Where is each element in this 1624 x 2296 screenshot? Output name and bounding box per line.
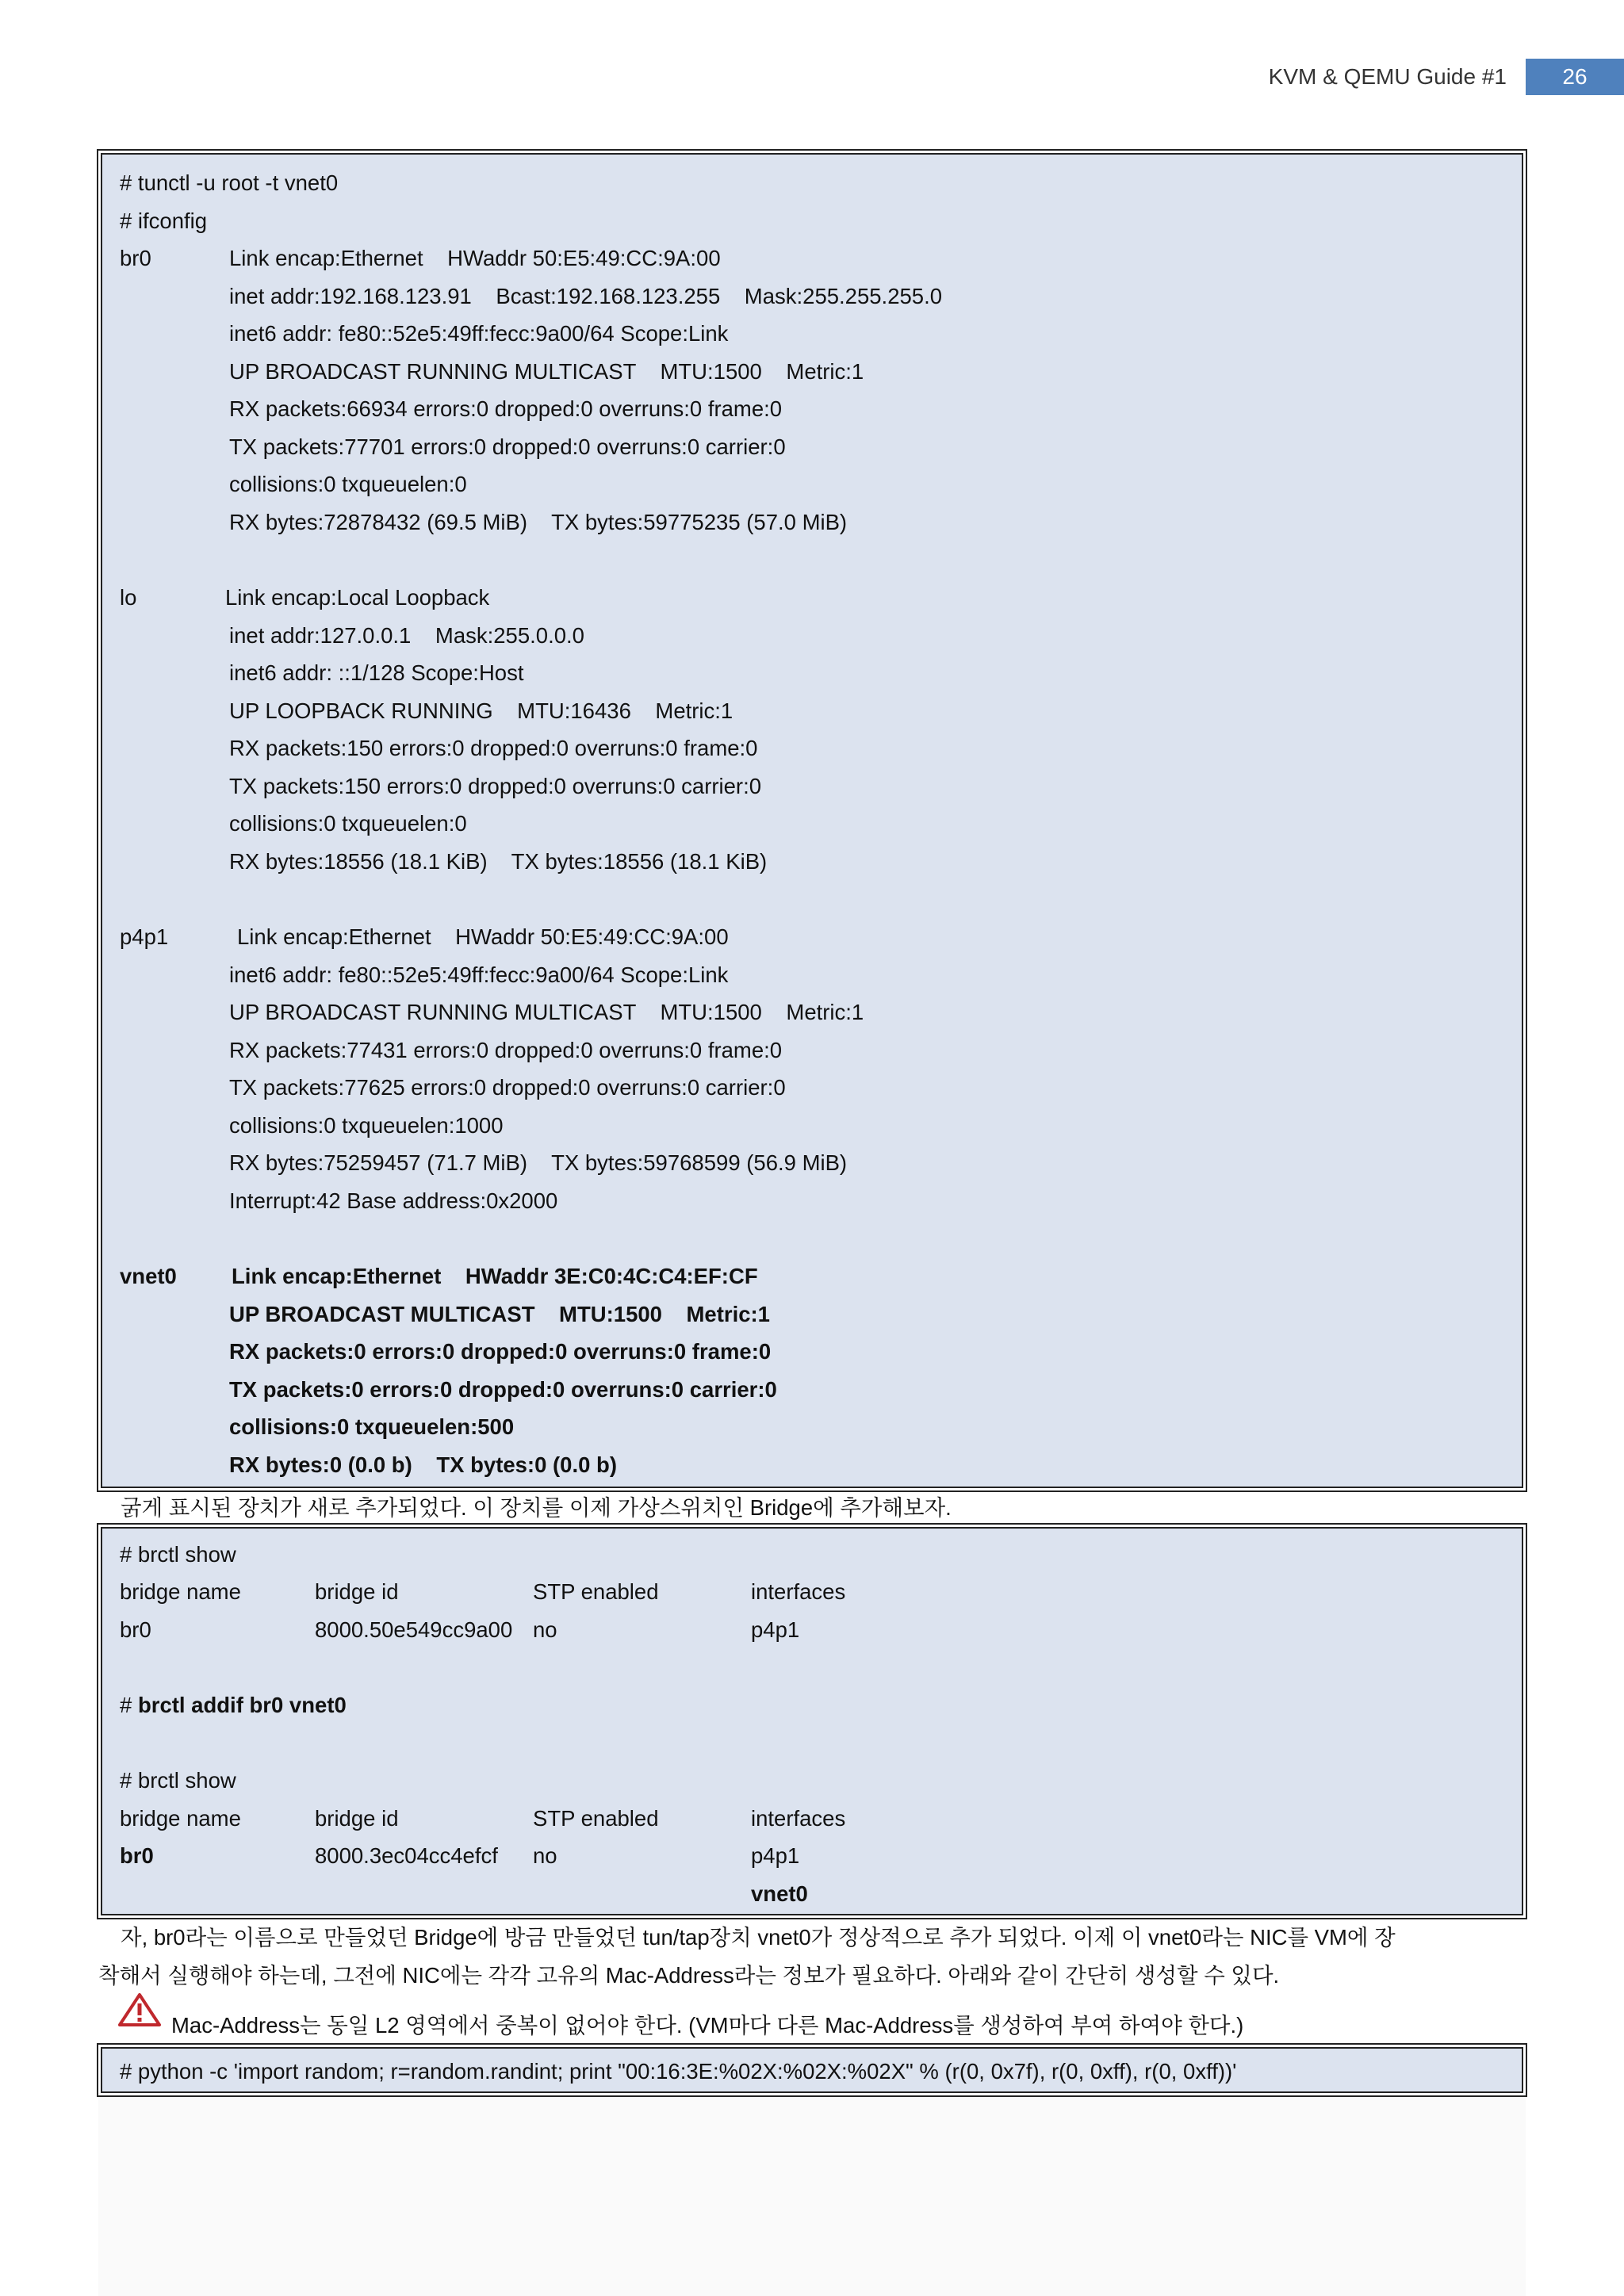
code-line: UP BROADCAST RUNNING MULTICAST MTU:1500 Metric:1 — [229, 359, 864, 384]
iface-name: br0 — [120, 246, 151, 270]
page-number: 26 — [1526, 59, 1624, 95]
addif-command: brctl addif br0 vnet0 — [137, 1693, 347, 1717]
code-line-new: RX bytes:0 (0.0 b) TX bytes:0 (0.0 b) — [229, 1452, 618, 1477]
paragraph-nic-line2: 착해서 실행해야 하는데, 그전에 NIC에는 각각 고유의 Mac-Address라는 정보가 필요하다. 아래와 같이 간단히 생성할 수 있다. — [98, 1963, 1280, 1988]
page-header — [1269, 59, 1624, 95]
ifconfig-code-box — [101, 153, 1523, 1488]
table-header: STP enabled — [533, 1806, 659, 1831]
code-line-new: RX packets:0 errors:0 dropped:0 overruns:0 frame:0 — [229, 1339, 772, 1364]
code-line: # brctl show — [120, 1542, 236, 1567]
code-line: RX packets:77431 errors:0 dropped:0 overruns:0 frame:0 — [229, 1038, 783, 1062]
header-title: KVM & QEMU Guide #1 — [1268, 64, 1507, 89]
code-line: TX packets:77701 errors:0 dropped:0 overruns:0 carrier:0 — [229, 434, 786, 459]
code-line: collisions:0 txqueuelen:1000 — [229, 1113, 504, 1138]
table-cell: no — [533, 1843, 557, 1868]
table-cell: p4p1 — [751, 1617, 800, 1642]
code-line-new: UP BROADCAST MULTICAST MTU:1500 Metric:1 — [229, 1302, 770, 1326]
table-cell: br0 — [120, 1617, 151, 1642]
code-line: # brctl show — [120, 1768, 236, 1793]
table-cell: p4p1 — [751, 1843, 800, 1868]
table-header: bridge id — [315, 1579, 399, 1604]
paragraph-bridge-intro: 굵게 표시된 장치가 새로 추가되었다. 이 장치를 이제 가상스위치인 Bridge에 추가해보자. — [121, 1495, 952, 1520]
warning-text: Mac-Address는 동일 L2 영역에서 중복이 없어야 한다. (VM마다 다른 Mac-Address를 생성하여 부여 하여야 한다.) — [171, 2013, 1244, 2038]
code-line: RX bytes:18556 (18.1 KiB) TX bytes:18556 (18.1 KiB) — [229, 849, 768, 874]
code-line-new: Link encap:Ethernet HWaddr 3E:C0:4C:C4:EF:CF — [232, 1264, 758, 1288]
code-line: inet6 addr: ::1/128 Scope:Host — [229, 660, 524, 685]
code-line: # tunctl -u root -t vnet0 — [120, 170, 339, 195]
table-header: bridge name — [120, 1806, 241, 1831]
code-line: inet addr:192.168.123.91 Bcast:192.168.123.255 Mask:255.255.255.0 — [229, 284, 943, 308]
code-line: inet6 addr: fe80::52e5:49ff:fecc:9a00/64 Scope:Link — [229, 321, 729, 346]
code-line: TX packets:77625 errors:0 dropped:0 overruns:0 carrier:0 — [229, 1075, 786, 1100]
table-cell: 8000.50e549cc9a00 — [315, 1617, 513, 1642]
code-line: Interrupt:42 Base address:0x2000 — [229, 1188, 558, 1213]
table-header: bridge id — [315, 1806, 399, 1831]
table-cell: vnet0 — [751, 1881, 808, 1906]
python-code-box — [101, 2047, 1523, 2093]
command-prompt: # — [120, 1693, 138, 1717]
warning-triangle-icon — [117, 1992, 162, 2027]
code-line: Link encap:Local Loopback — [225, 585, 490, 610]
page-bottom-shade — [98, 2093, 1526, 2296]
code-line-new: TX packets:0 errors:0 dropped:0 overruns:0 carrier:0 — [229, 1377, 777, 1402]
table-header: interfaces — [751, 1579, 846, 1604]
code-line: collisions:0 txqueuelen:0 — [229, 472, 467, 496]
iface-name: p4p1 — [120, 924, 169, 949]
code-line: collisions:0 txqueuelen:0 — [229, 811, 467, 836]
paragraph-nic-line1: 자, br0라는 이름으로 만들었던 Bridge에 방금 만들었던 tun/tap장치 vnet0가 정상적으로 추가 되었다. 이제 이 vnet0라는 NIC를 VM에 장 — [121, 1925, 1396, 1950]
table-cell: 8000.3ec04cc4efcf — [315, 1843, 498, 1868]
table-cell: no — [533, 1617, 557, 1642]
code-line: RX packets:66934 errors:0 dropped:0 overruns:0 frame:0 — [229, 396, 783, 421]
table-cell: br0 — [120, 1843, 154, 1868]
code-line: RX bytes:72878432 (69.5 MiB) TX bytes:59775235 (57.0 MiB) — [229, 510, 848, 534]
brctl-code-box — [101, 1527, 1523, 1915]
code-line: UP LOOPBACK RUNNING MTU:16436 Metric:1 — [229, 698, 733, 723]
table-header: STP enabled — [533, 1579, 659, 1604]
iface-name: lo — [120, 585, 137, 610]
code-line: # ifconfig — [120, 209, 208, 233]
code-line-new: collisions:0 txqueuelen:500 — [229, 1414, 515, 1439]
code-line: RX packets:150 errors:0 dropped:0 overruns:0 frame:0 — [229, 736, 758, 760]
code-line: inet addr:127.0.0.1 Mask:255.0.0.0 — [229, 623, 584, 648]
code-line: UP BROADCAST RUNNING MULTICAST MTU:1500 Metric:1 — [229, 1000, 864, 1024]
table-header: bridge name — [120, 1579, 241, 1604]
code-line: TX packets:150 errors:0 dropped:0 overruns:0 carrier:0 — [229, 774, 762, 798]
code-line — [120, 1694, 347, 1716]
code-line: Link encap:Ethernet HWaddr 50:E5:49:CC:9A:00 — [229, 246, 721, 270]
code-line: inet6 addr: fe80::52e5:49ff:fecc:9a00/64 Scope:Link — [229, 962, 729, 987]
code-line: # python -c 'import random; r=random.randint; print "00:16:3E:%02X:%02X:%02X" % (r(0, 0x7f), r(0, 0xff), r(0, 0xff))' — [120, 2059, 1237, 2084]
table-header: interfaces — [751, 1806, 846, 1831]
code-line: RX bytes:75259457 (71.7 MiB) TX bytes:59768599 (56.9 MiB) — [229, 1150, 848, 1175]
code-line: Link encap:Ethernet HWaddr 50:E5:49:CC:9A:00 — [237, 924, 729, 949]
iface-name-new: vnet0 — [120, 1264, 177, 1288]
